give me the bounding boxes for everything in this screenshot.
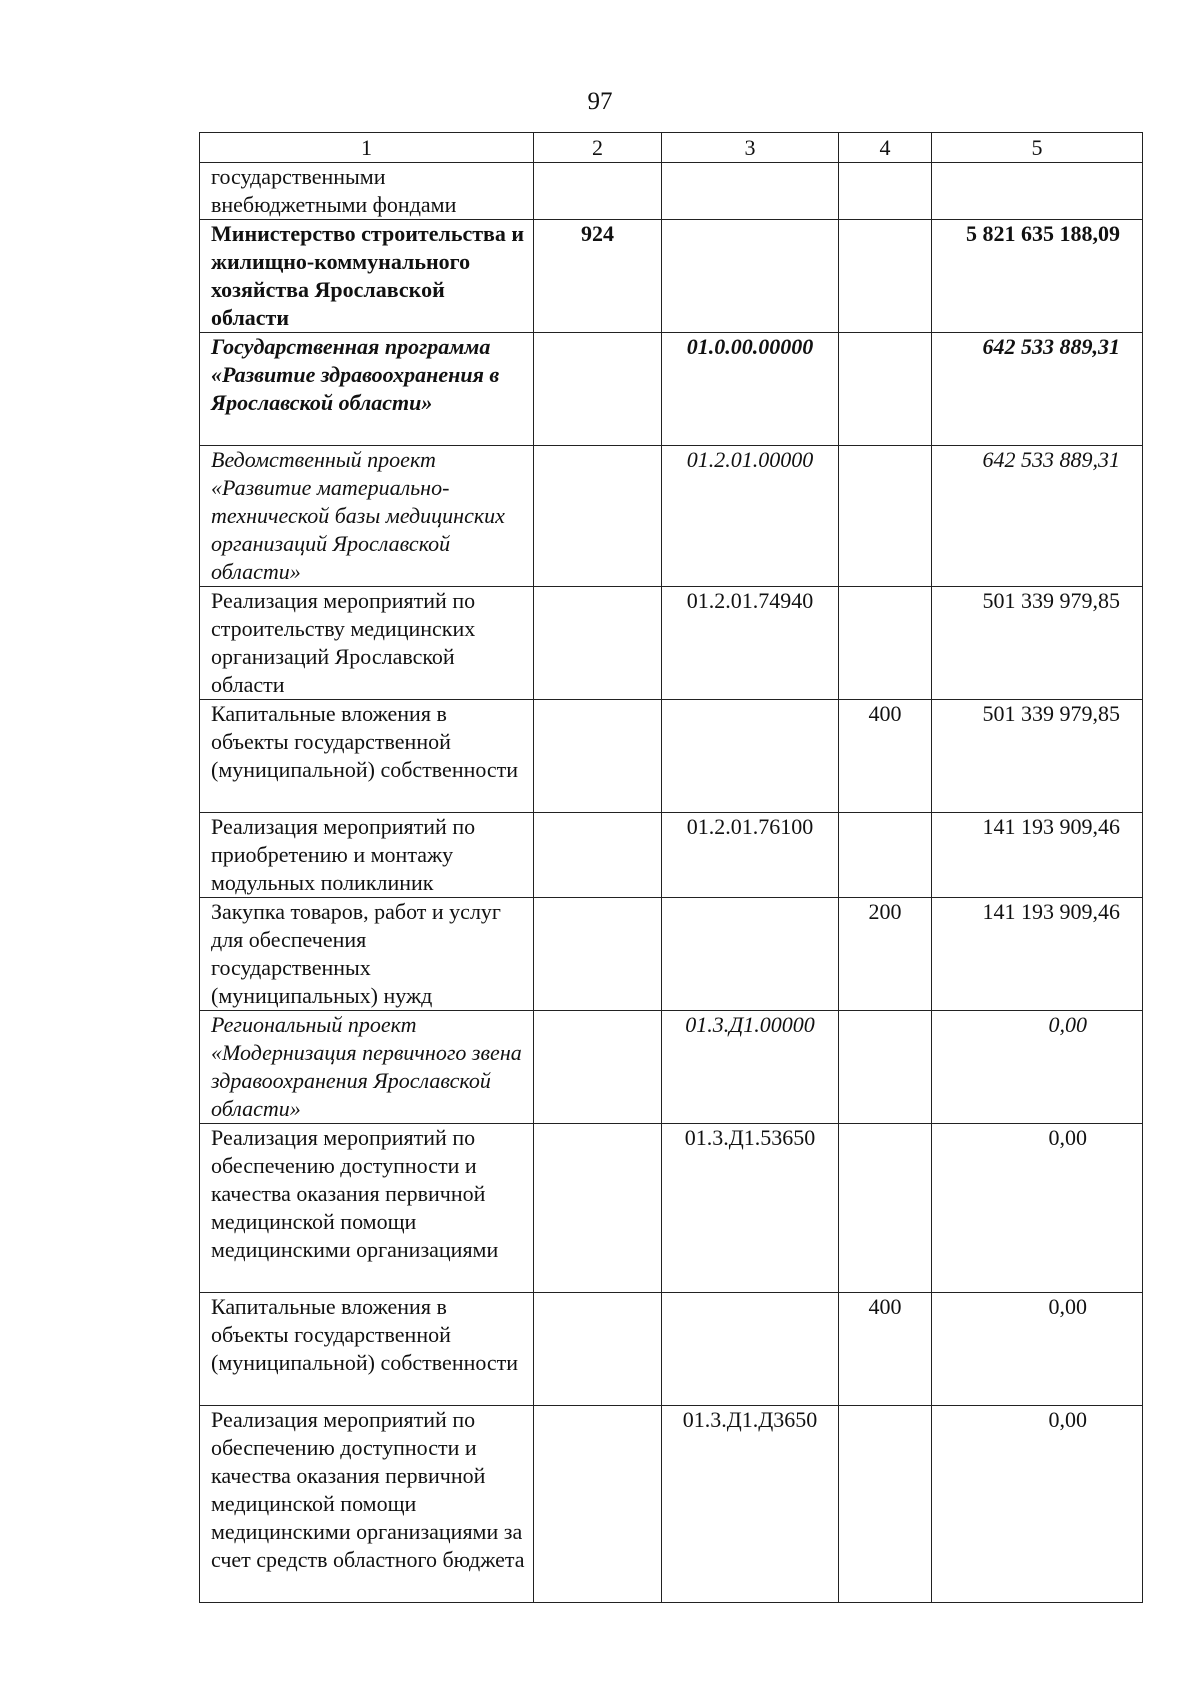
table-row [200,813,1143,898]
cell-name: Закупка товаров, работ и услуг для обеспечения государственных (муниципальных) нужд [200,898,534,1011]
cell-name: Реализация мероприятий по приобретению и монтажу модульных поликлиник [200,813,534,898]
cell-amount: 0,00 [932,1124,1143,1293]
cell-amount: 501 339 979,85 [932,587,1143,700]
page-number: 97 [587,88,613,115]
cell-col2 [534,700,662,813]
cell-name: Реализация мероприятий по строительству медицинских организаций Ярославской области [200,587,534,700]
cell-amount: 5 821 635 188,09 [932,220,1143,333]
cell-code: 01.2.01.74940 [662,587,839,700]
cell-type: 400 [839,700,932,813]
cell-col2 [534,813,662,898]
cell-name: государственными внебюджетными фондами [200,163,534,220]
cell-name: Ведомственный проект «Развитие материально-технической базы медицинских организаций Ярославской области» [200,446,534,587]
table-row [200,1293,1143,1406]
cell-code [662,163,839,220]
cell-code [662,1293,839,1406]
table-row [200,898,1143,1011]
cell-name: Капитальные вложения в объекты государственной (муниципальной) собственности [200,1293,534,1406]
table-header [200,133,1143,163]
cell-col2: 924 [534,220,662,333]
cell-code: 01.2.01.76100 [662,813,839,898]
cell-code [662,220,839,333]
header-col-5: 5 [932,133,1143,163]
table-row [200,163,1143,220]
cell-amount: 501 339 979,85 [932,700,1143,813]
cell-type: 400 [839,1293,932,1406]
cell-col2 [534,163,662,220]
cell-type [839,163,932,220]
cell-type [839,587,932,700]
cell-code [662,898,839,1011]
cell-type [839,813,932,898]
cell-name: Региональный проект «Модернизация первичного звена здравоохранения Ярославской области» [200,1011,534,1124]
cell-amount: 642 533 889,31 [932,333,1143,446]
cell-code: 01.3.Д1.00000 [662,1011,839,1124]
table-row [200,700,1143,813]
table-row [200,587,1143,700]
cell-name: Реализация мероприятий по обеспечению доступности и качества оказания первичной медицинской помощи медицинскими организациями за счет средств областного бюджета [200,1406,534,1603]
cell-col2 [534,898,662,1011]
cell-col2 [534,1406,662,1603]
header-col-3: 3 [662,133,839,163]
cell-type [839,333,932,446]
cell-code: 01.3.Д1.53650 [662,1124,839,1293]
cell-col2 [534,1011,662,1124]
cell-col2 [534,333,662,446]
cell-name: Министерство строительства и жилищно-коммунального хозяйства Ярославской области [200,220,534,333]
cell-name: Реализация мероприятий по обеспечению доступности и качества оказания первичной медицинской помощи медицинскими организациями [200,1124,534,1293]
table-row [200,1124,1143,1293]
cell-amount: 141 193 909,46 [932,898,1143,1011]
cell-col2 [534,446,662,587]
cell-amount: 0,00 [932,1406,1143,1603]
cell-code: 01.3.Д1.Д3650 [662,1406,839,1603]
cell-col2 [534,1293,662,1406]
cell-type [839,446,932,587]
cell-type [839,1406,932,1603]
table-body [200,163,1143,1603]
header-col-2: 2 [534,133,662,163]
cell-name: Государственная программа «Развитие здравоохранения в Ярославской области» [200,333,534,446]
table-row [200,1406,1143,1603]
budget-table [199,132,1143,1603]
cell-amount: 642 533 889,31 [932,446,1143,587]
cell-amount: 141 193 909,46 [932,813,1143,898]
cell-type: 200 [839,898,932,1011]
cell-col2 [534,1124,662,1293]
cell-col2 [534,587,662,700]
cell-amount: 0,00 [932,1293,1143,1406]
cell-type [839,1124,932,1293]
header-col-4: 4 [839,133,932,163]
header-col-1: 1 [200,133,534,163]
cell-amount [932,163,1143,220]
cell-code [662,700,839,813]
cell-type [839,220,932,333]
table-row [200,220,1143,333]
cell-type [839,1011,932,1124]
cell-name: Капитальные вложения в объекты государственной (муниципальной) собственности [200,700,534,813]
table-row [200,446,1143,587]
cell-code: 01.2.01.00000 [662,446,839,587]
table-row [200,333,1143,446]
cell-code: 01.0.00.00000 [662,333,839,446]
cell-amount: 0,00 [932,1011,1143,1124]
table-row [200,1011,1143,1124]
